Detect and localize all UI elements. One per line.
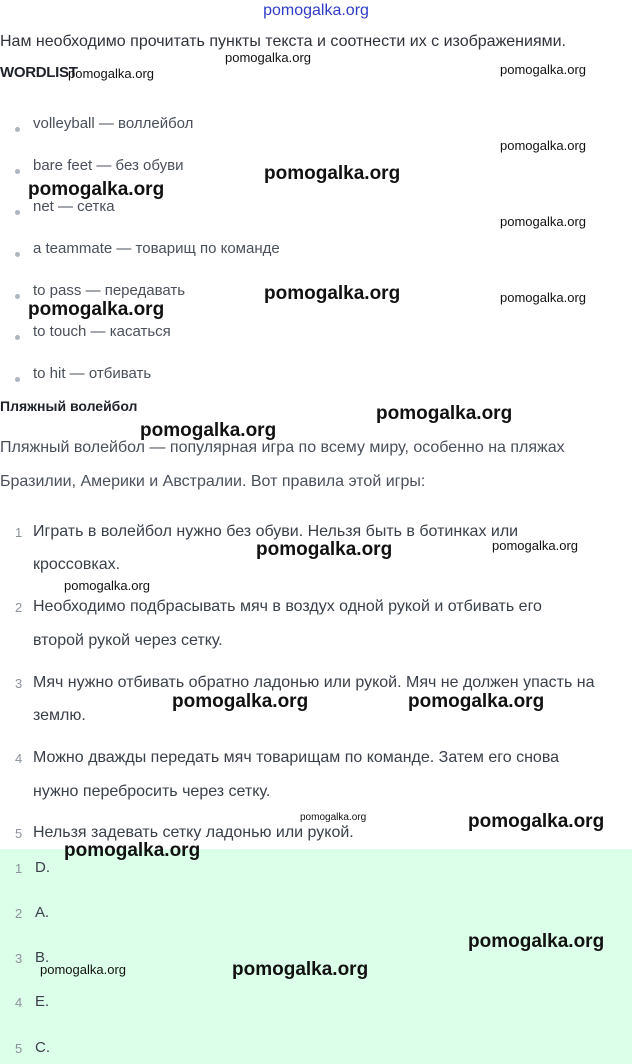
wordlist-item: a teammate — товарищ по команде xyxy=(33,240,280,257)
watermark: pomogalka.org xyxy=(172,691,309,712)
rule-number: 1 xyxy=(15,525,23,540)
watermark: pomogalka.org xyxy=(500,214,586,229)
wordlist-title: WORDLIST xyxy=(0,64,78,81)
watermark: pomogalka.org xyxy=(468,811,605,832)
rule-text: землю. xyxy=(33,707,86,724)
watermark: pomogalka.org xyxy=(492,538,578,553)
watermark: pomogalka.org xyxy=(408,691,545,712)
answers-panel xyxy=(0,849,632,1064)
bullet-icon xyxy=(15,252,20,257)
rule-text: Необходимо подбрасывать мяч в воздух одной рукой и отбивать его xyxy=(33,598,542,615)
intro-text: Нам необходимо прочитать пункты текста и соотнести их с изображениями. xyxy=(0,33,566,50)
answer-letter: B. xyxy=(35,949,50,966)
wordlist-item: bare feet — без обуви xyxy=(33,157,184,174)
rule-text: Мяч нужно отбивать обратно ладонью или рукой. Мяч не должен упасть на xyxy=(33,674,595,691)
answer-letter: D. xyxy=(35,859,50,876)
answer-number: 2 xyxy=(15,906,23,921)
watermark: pomogalka.org xyxy=(64,840,201,861)
wordlist-item: to pass — передавать xyxy=(33,282,186,299)
rule-number: 3 xyxy=(15,676,23,691)
rule-text: Играть в волейбол нужно без обуви. Нельзя быть в ботинках или xyxy=(33,523,519,540)
site-header-watermark: pomogalka.org xyxy=(263,2,369,19)
paragraph-line: Пляжный волейбол — популярная игра по всему миру, особенно на пляжах xyxy=(0,439,565,456)
watermark: pomogalka.org xyxy=(468,931,605,952)
watermark: pomogalka.org xyxy=(264,283,401,304)
answer-letter: C. xyxy=(35,1039,50,1056)
bullet-icon xyxy=(15,210,20,215)
watermark: pomogalka.org xyxy=(256,539,393,560)
watermark: pomogalka.org xyxy=(28,179,165,200)
section-title: Пляжный волейбол xyxy=(0,398,138,414)
answer-number: 3 xyxy=(15,951,23,966)
watermark: pomogalka.org xyxy=(500,62,586,77)
answer-number: 5 xyxy=(15,1041,23,1056)
wordlist-item: net — сетка xyxy=(33,198,115,215)
rule-text: кроссовках. xyxy=(33,556,121,573)
watermark: pomogalka.org xyxy=(376,403,513,424)
rule-text: второй рукой через сетку. xyxy=(33,632,223,649)
bullet-icon xyxy=(15,169,20,174)
answer-letter: E. xyxy=(35,993,50,1010)
paragraph-line: Бразилии, Америки и Австралии. Вот правила этой игры: xyxy=(0,473,426,490)
bullet-icon xyxy=(15,127,20,132)
wordlist-item: to hit — отбивать xyxy=(33,365,152,382)
wordlist-item: to touch — касаться xyxy=(33,323,171,340)
rule-number: 2 xyxy=(15,600,23,615)
answer-letter: A. xyxy=(35,904,50,921)
rule-text: Можно дважды передать мяч товарищам по команде. Затем его снова xyxy=(33,749,560,766)
watermark: pomogalka.org xyxy=(64,578,150,593)
watermark: pomogalka.org xyxy=(500,290,586,305)
watermark: pomogalka.org xyxy=(500,138,586,153)
bullet-icon xyxy=(15,294,20,299)
rule-text: Нельзя задевать сетку ладонью или рукой. xyxy=(33,824,354,841)
answer-number: 1 xyxy=(15,861,23,876)
watermark: pomogalka.org xyxy=(28,299,165,320)
watermark: pomogalka.org xyxy=(232,959,369,980)
answer-number: 4 xyxy=(15,995,23,1010)
watermark: pomogalka.org xyxy=(225,50,311,65)
watermark: pomogalka.org xyxy=(140,420,277,441)
rule-text: нужно перебросить через сетку. xyxy=(33,783,271,800)
bullet-icon xyxy=(15,335,20,340)
watermark: pomogalka.org xyxy=(40,962,126,977)
watermark: pomogalka.org xyxy=(300,812,367,823)
bullet-icon xyxy=(15,377,20,382)
watermark: pomogalka.org xyxy=(68,66,154,81)
rule-number: 5 xyxy=(15,826,23,841)
rule-number: 4 xyxy=(15,751,23,766)
watermark: pomogalka.org xyxy=(264,163,401,184)
wordlist-item: volleyball — воллейбол xyxy=(33,115,194,132)
